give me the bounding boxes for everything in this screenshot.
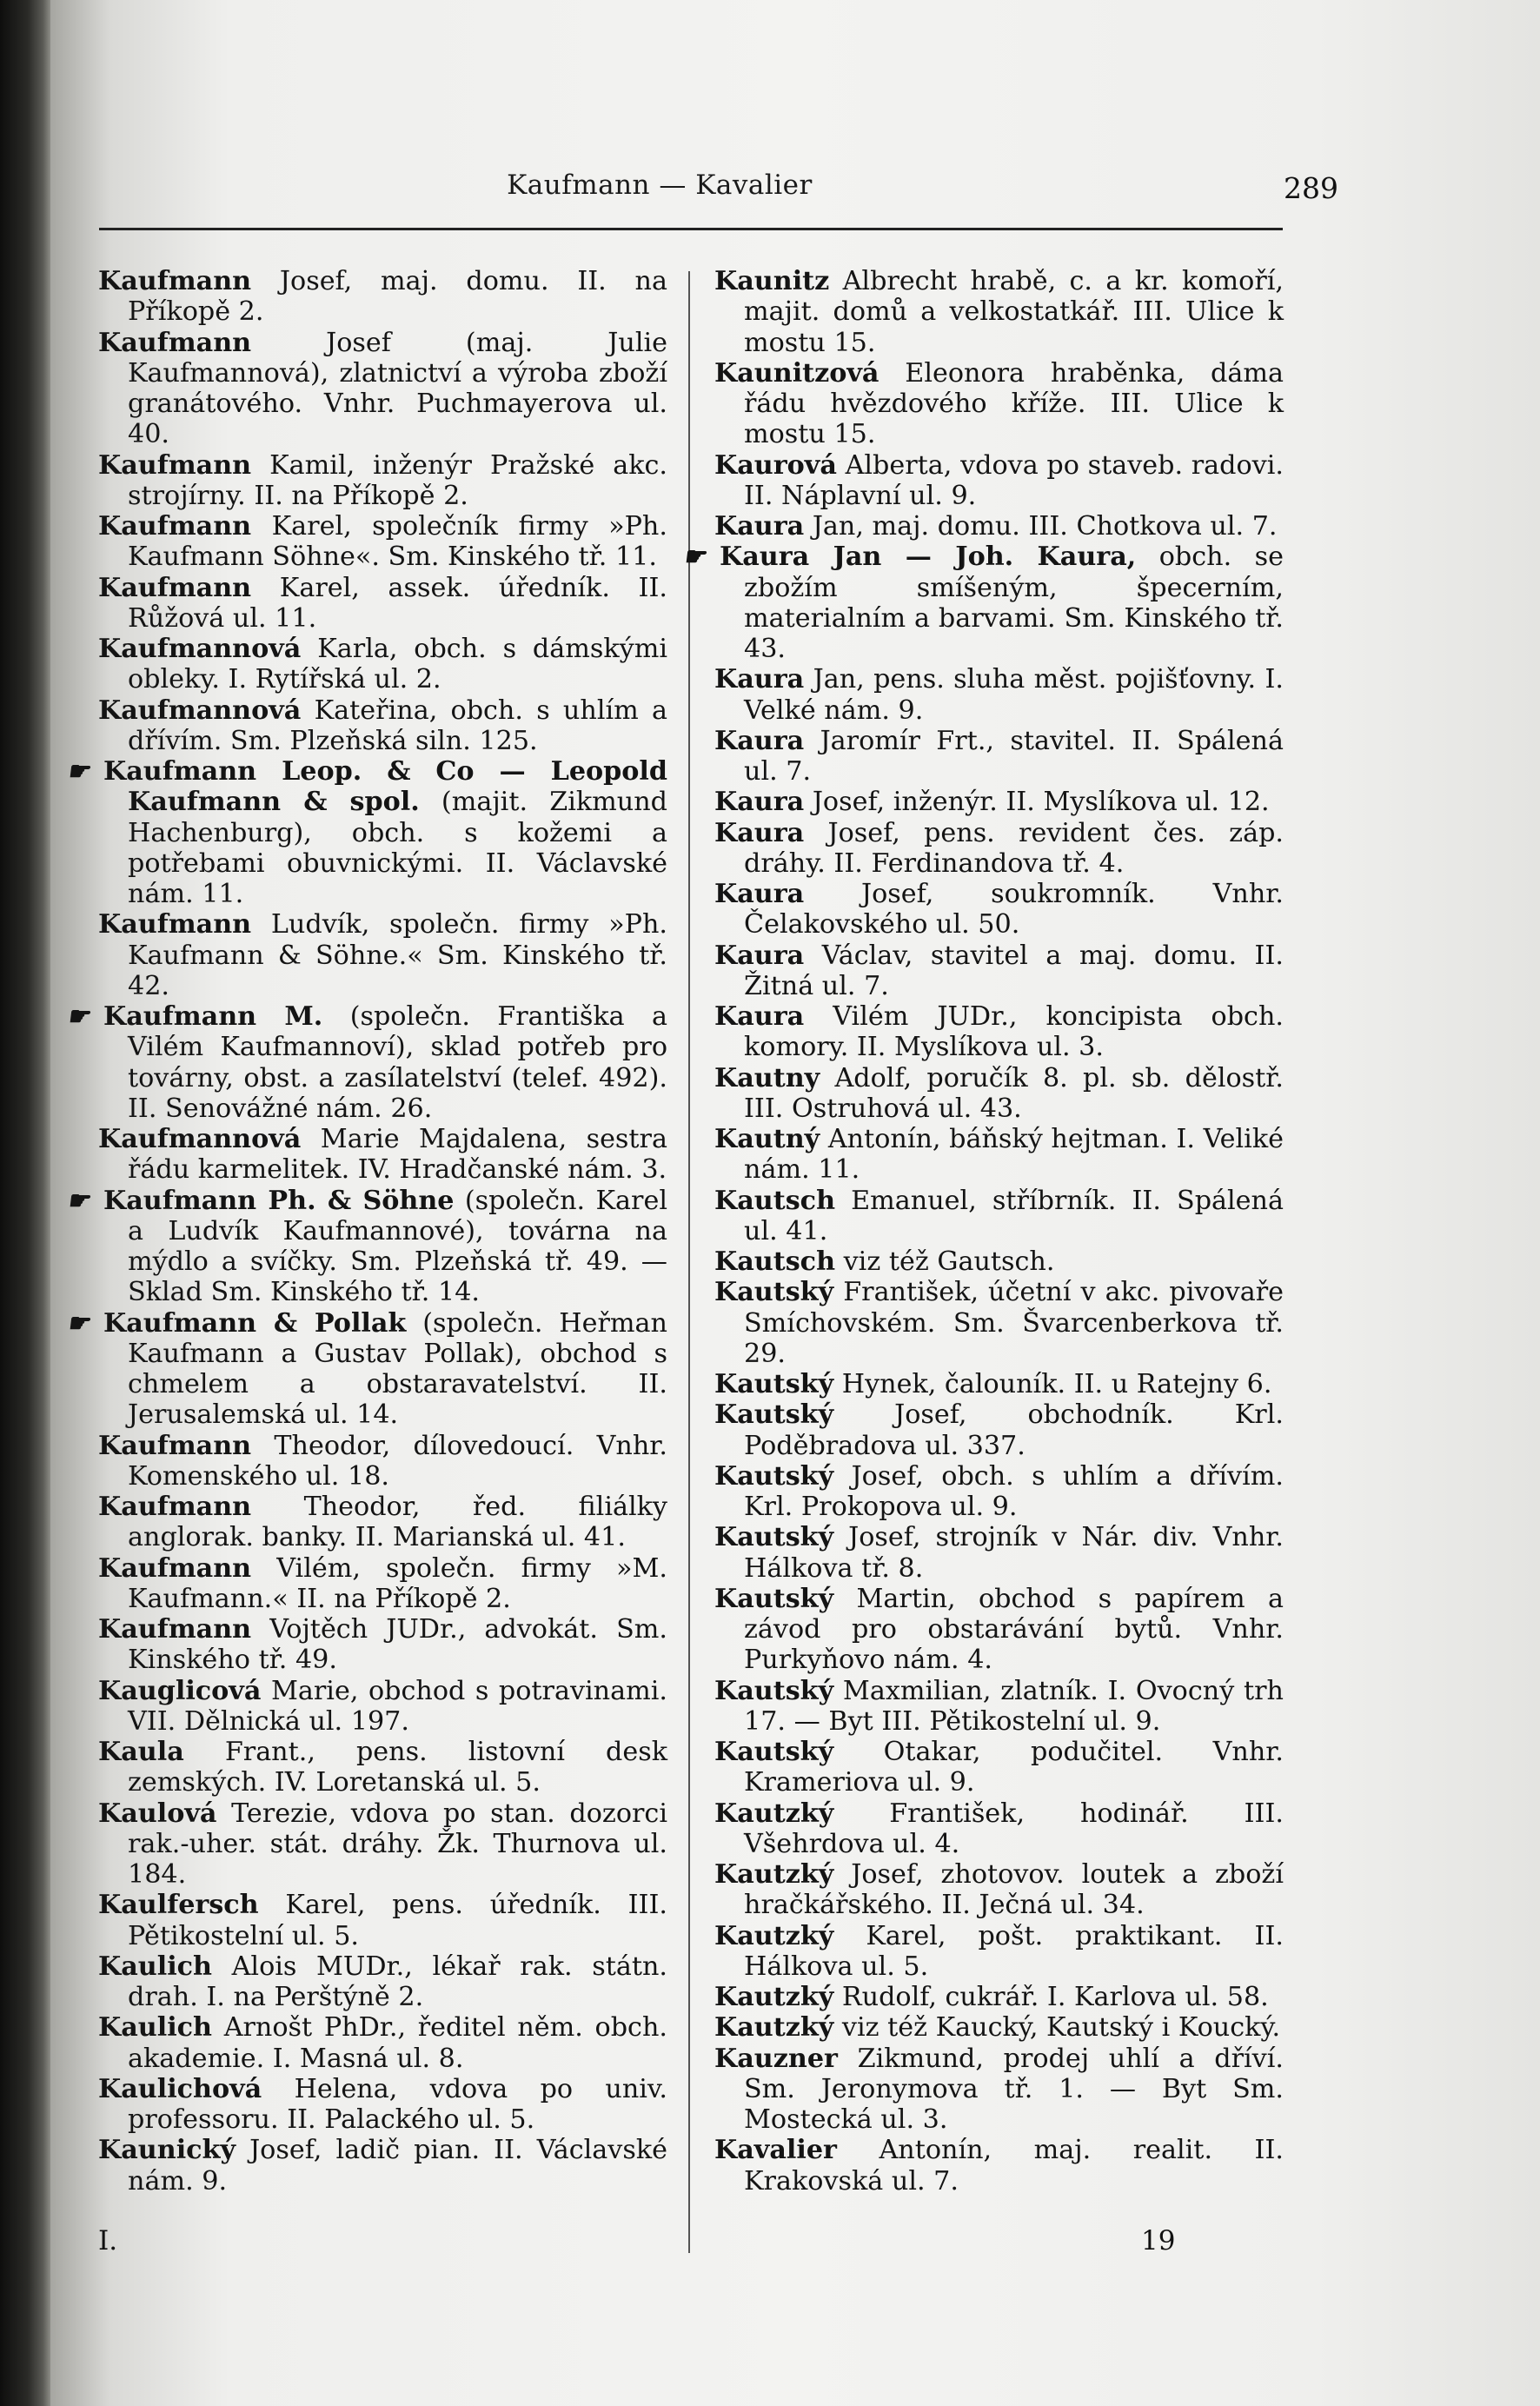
directory-entry [98,1798,667,1891]
directory-entry [714,1399,1284,1461]
entry-details: Karla, obch. s dámskými obleky. I. Rytířská ul. 2. [128,634,667,695]
directory-entry [714,1859,1284,1921]
entry-surname: Kaufmann Ph. & Söhne [103,1185,455,1216]
directory-entry [98,1001,667,1124]
entry-surname: Kautský [714,1399,834,1431]
entry-surname: Kaura Jan — Joh. Kaura, [720,542,1137,573]
entry-surname: Kautský [714,1675,834,1706]
entry-details: František, účetní v akc. pivovaře Smíchovském. Sm. Švarcenberkova tř. 29. [744,1277,1284,1369]
entry-surname: Kaufmann [98,327,252,358]
entry-details: Vojtěch JUDr., advokát. Sm. Kinského tř. 49. [128,1614,667,1676]
directory-entry [98,1553,667,1615]
entry-details: Theodor, dílovedoucí. Vnhr. Komenského ul. 18. [128,1430,667,1492]
directory-entry [714,818,1284,880]
entry-surname: Kaufmann Leop. & Co — Leopold Kaufmann & spol. [103,756,667,818]
header-rule [99,228,1283,230]
entry-surname: Kaulová [98,1798,217,1829]
directory-entry [98,266,667,328]
entry-surname: Kaura [714,940,805,971]
entry-surname: Kaunitzová [714,357,880,389]
entry-details: Zikmund, prodej uhlí a dříví. Sm. Jeronymova tř. 1. — Byt Sm. Mostecká ul. 3. [744,2043,1284,2135]
entry-surname: Kautsch [714,1246,836,1277]
entry-surname: Kautský [714,1369,834,1399]
directory-entry [98,1614,667,1676]
entry-surname: Kaura [714,511,805,542]
entry-surname: Kaura [714,1001,805,1032]
directory-entry [714,879,1284,940]
entry-details: Marie, obchod s potravinami. VII. Dělnická ul. 197. [128,1675,667,1737]
entry-details: Jaromír Frt., stavitel. II. Spálená ul. 7. [744,725,1284,787]
entry-details: Eleonora hraběnka, dáma řádu hvězdového kříže. III. Ulice k mostu 15. [744,357,1284,450]
entry-surname: Kaufmann M. [103,1001,323,1032]
entry-details: Frant., pens. listovní desk zemských. IV. Loretanská ul. 5. [128,1737,667,1798]
entry-details: Antonín, maj. realit. II. Krakovská ul. 7. [744,2135,1284,2197]
entry-details: (majit. Zikmund Hachenburg), obch. s kožemi a potřebami obuvnickými. II. Václavské nám. 11. [128,787,667,909]
entry-surname: Kaufmann [98,1492,252,1522]
entry-details: Antonín, báňský hejtman. I. Veliké nám. 11. [744,1124,1284,1186]
directory-entry [714,1461,1284,1523]
entry-details: Theodor, řed. filiálky anglorak. banky. II. Marianská ul. 41. [128,1492,667,1553]
entry-details: Otakar, podučitel. Vnhr. Krameriova ul. 9. [744,1737,1284,1798]
entry-details: Albrecht hrabě, c. a kr. komoří, majit. domů a velkostatkář. III. Ulice k mostu 15. [744,266,1284,358]
entry-details: Jan, maj. domu. III. Chotkova ul. 7. [812,511,1278,542]
entry-details: Marie Majdalena, sestra řádu karmelitek. IV. Hradčanské nám. 3. [128,1124,667,1186]
entry-surname: Kauzner [714,2043,838,2074]
entry-details: František, hodinář. III. Všehrdova ul. 4. [744,1798,1284,1859]
directory-entry [98,1124,667,1186]
directory-entry [98,1186,667,1308]
directory-entry [714,787,1284,817]
directory-entry [714,1798,1284,1860]
directory-entry [98,573,667,635]
entry-details: Maxmilian, zlatník. I. Ovocný trh 17. — Byt III. Pětikostelní ul. 9. [744,1675,1284,1737]
directory-entry [98,450,667,512]
entry-surname: Kautzký [714,1920,834,1951]
directory-entry [98,2135,667,2197]
entry-surname: Kaufmannová [98,695,302,726]
entry-surname: Kaufmannová [98,634,302,664]
entry-details: Rudolf, cukrář. I. Karlova ul. 58. [841,1982,1269,2012]
entry-details: Karel, společník firmy »Ph. Kaufmann Söhne«. Sm. Kinského tř. 11. [128,511,667,573]
directory-entry [98,1890,667,1951]
entry-surname: Kautský [714,1460,834,1492]
entry-details: Adolf, poručík 8. pl. sb. dělostř. III. Ostruhová ul. 43. [744,1062,1284,1124]
entry-surname: Kautský [714,1277,834,1308]
directory-entry [714,450,1284,512]
book-spine-shadow [0,0,50,2406]
signature-mark: I. [98,2225,118,2256]
directory-entry [714,1982,1284,2012]
entry-details: Emanuel, stříbrník. II. Spálená ul. 41. [744,1185,1284,1246]
directory-entry [98,511,667,573]
directory-entry [98,2074,667,2136]
entry-surname: Kauglicová [98,1675,262,1706]
right-column [714,266,1284,2197]
entry-surname: Kautský [714,1522,834,1553]
entry-details: Karel, assek. úředník. II. Růžová ul. 11. [128,572,667,634]
page-number: 289 [1284,171,1338,205]
directory-entry [98,909,667,1001]
directory-entry [98,1676,667,1738]
directory-entry [714,358,1284,450]
entry-details: Josef, strojník v Nár. div. Vnhr. Hálkova tř. 8. [744,1522,1284,1584]
entry-surname: Kaura [714,787,805,818]
entry-details: Jan, pens. sluha měst. pojišťovny. I. Velké nám. 9. [744,664,1284,726]
entry-details: Terezie, vdova po stan. dozorci rak.-uher. stát. dráhy. Žk. Thurnova ul. 184. [128,1798,667,1890]
entry-details: Václav, stavitel a maj. domu. II. Žitná ul. 7. [744,940,1284,1001]
entry-surname: Kautný [714,1124,820,1154]
entry-details: Hynek, čalouník. II. u Ratejny 6. [841,1369,1272,1399]
entry-surname: Kaufmann [98,266,252,296]
entry-surname: Kaufmann [98,1552,252,1584]
directory-entry [714,1001,1284,1063]
directory-entry [714,1737,1284,1798]
directory-entry [714,266,1284,358]
directory-entry [98,1431,667,1492]
entry-surname: Kaulich [98,2012,213,2044]
entry-details: Karel, pens. úředník. III. Pětikostelní ul. 5. [128,1890,667,1951]
entry-surname: Kautský [714,1737,834,1767]
entry-details: viz též Gautsch. [843,1246,1055,1277]
directory-entry [98,1492,667,1553]
directory-entry [98,1951,667,2013]
directory-entry [714,1921,1284,1983]
sheet-number: 19 [1141,2225,1176,2256]
directory-entry [98,328,667,450]
entry-details: Josef, soukromník. Vnhr. Čelakovského ul. 50. [744,879,1284,940]
entry-surname: Kaula [98,1737,184,1767]
running-header [96,169,1338,222]
directory-entry [714,1369,1284,1399]
directory-entry [714,1124,1284,1186]
entry-surname: Kaulfersch [98,1890,259,1921]
entry-details: Alois MUDr., lékař rak. státn. drah. I. na Perštýně 2. [128,1951,667,2012]
entry-details: Josef (maj. Julie Kaufmannová), zlatnictví a výroba zboží granátového. Vnhr. Puchmayerova ul. 40. [128,327,667,450]
directory-entry [714,940,1284,1002]
entry-surname: Kautzký [714,1859,834,1890]
directory-entry [714,1186,1284,1247]
entry-surname: Kaura [714,817,805,848]
header-title: Kaufmann — Kavalier [507,169,813,201]
entry-surname: Kaura [714,879,805,909]
entry-surname: Kaufmann [98,909,252,940]
directory-entry [714,2135,1284,2197]
entry-details: Josef, pens. revident čes. záp. dráhy. II. Ferdinandova tř. 4. [744,817,1284,879]
entry-details: Josef, inženýr. II. Myslíkova ul. 12. [812,787,1270,818]
directory-entry [714,511,1284,542]
entry-surname: Kaufmann & Pollak [103,1307,407,1339]
entry-surname: Kaufmann [98,449,252,481]
entry-details: Vilém, společn. firmy »M. Kaufmann.« II. na Příkopě 2. [128,1552,667,1614]
directory-entry [714,1277,1284,1369]
directory-entry [714,542,1284,664]
entry-details: Josef, obchodník. Krl. Poděbradova ul. 337. [744,1399,1284,1461]
directory-entry [98,756,667,909]
entry-surname: Kaufmannová [98,1124,302,1154]
directory-entry [714,726,1284,788]
entry-surname: Kaufmann [98,1430,252,1461]
entry-details: Arnošt PhDr., ředitel něm. obch. akademie. I. Masná ul. 8. [128,2012,667,2074]
entry-details: Karel, pošt. praktikant. II. Hálkova ul. 5. [744,1920,1284,1982]
directory-entry [98,2012,667,2074]
entry-surname: Kautsch [714,1185,836,1216]
entry-details: (společn. Karel a Ludvík Kaufmannové), továrna na mýdlo a svíčky. Sm. Plzeňská tř. 49. — Sklad Sm. Kinského tř. 14. [128,1185,667,1308]
directory-entry [714,1522,1284,1584]
entry-surname: Kaufmann [98,572,252,603]
entry-surname: Kaura [714,664,805,695]
directory-entry [98,695,667,757]
entry-surname: Kaufmann [98,511,252,542]
entry-details: Vilém JUDr., koncipista obch. komory. II. Myslíkova ul. 3. [744,1001,1284,1063]
entry-details: Josef, maj. domu. II. na Příkopě 2. [128,266,667,328]
entry-surname: Kavalier [714,2135,837,2166]
entry-details: Ludvík, společn. firmy »Ph. Kaufmann & Söhne.« Sm. Kinského tř. 42. [128,909,667,1001]
entry-surname: Kautzký [714,1982,834,2012]
entry-details: (společn. Heřman Kaufmann a Gustav Pollak), obchod s chmelem a obstaravatelství. II. Jerusalemská ul. 14. [128,1307,667,1431]
entry-surname: Kaunitz [714,266,830,296]
directory-entry [714,1676,1284,1738]
entry-details: Josef, obch. s uhlím a dřívím. Krl. Prokopova ul. 9. [744,1460,1284,1522]
directory-entry [714,664,1284,726]
directory-entry [714,1246,1284,1277]
directory-entry [98,1737,667,1798]
entry-details: Alberta, vdova po staveb. radovi. II. Náplavní ul. 9. [744,449,1284,511]
left-column [98,266,667,2197]
directory-entry [714,1063,1284,1125]
entry-details: Josef, zhotovov. loutek a zboží hračkářského. II. Ječná ul. 34. [744,1859,1284,1921]
entry-details: obch. se zbožím smíšeným, špecerním, materialním a barvami. Sm. Kinského tř. 43. [744,542,1284,664]
entry-details: Helena, vdova po univ. professoru. II. Palackého ul. 5. [128,2073,667,2135]
entry-surname: Kautský [714,1583,834,1614]
entry-surname: Kaura [714,725,805,756]
entry-surname: Kaufmann [98,1614,252,1645]
entry-surname: Kaunický [98,2135,236,2166]
directory-entry [714,2044,1284,2136]
entry-details: Martin, obchod s papírem a závod pro obstarávání bytů. Vnhr. Purkyňovo nám. 4. [744,1583,1284,1676]
entry-surname: Kaulichová [98,2073,262,2104]
directory-entry [98,634,667,695]
entry-surname: Kaulich [98,1951,213,1982]
entry-details: Kamil, inženýr Pražské akc. strojírny. II. na Příkopě 2. [128,449,667,511]
entry-details: (společn. Františka a Vilém Kaufmannoví), sklad potřeb pro továrny, obst. a zasílatelství (telef. 492). II. Senovážné nám. 26. [128,1001,667,1124]
entry-details: Josef, ladič pian. II. Václavské nám. 9. [128,2135,667,2197]
entry-surname: Kautzký [714,1798,834,1829]
directory-entry [714,2012,1284,2043]
entry-details: viz též Kaucký, Kautský i Koucký. [841,2012,1281,2044]
entry-surname: Kautzký [714,2012,834,2044]
entry-surname: Kautny [714,1062,820,1093]
directory-entry [98,1308,667,1431]
entry-details: Kateřina, obch. s uhlím a dřívím. Sm. Plzeňská siln. 125. [128,695,667,756]
entry-surname: Kaurová [714,449,837,481]
directory-entry [714,1584,1284,1676]
